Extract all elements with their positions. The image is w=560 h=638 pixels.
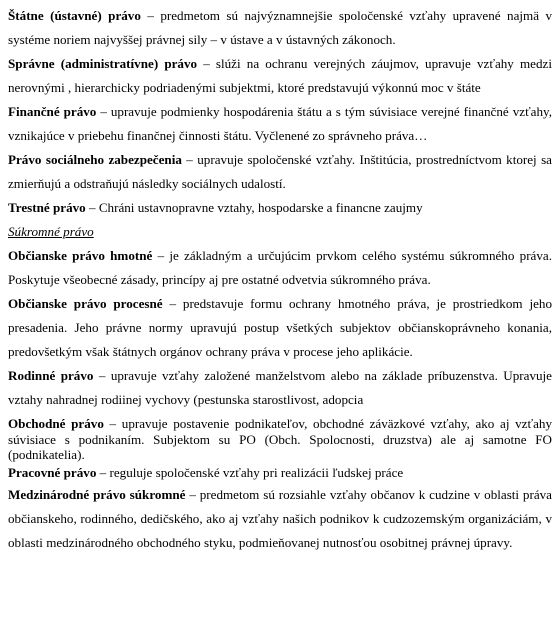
entry-term: Občianske právo hmotné: [8, 248, 153, 263]
entry-text: – predmetom sú najvýznamnejšie spoločenské vzťahy upravené najmä v systéme noriem najvyššej právnej sily – v ústave a v ústavných zákonoch.: [8, 8, 552, 47]
entry-term: Medzinárodné právo súkromné: [8, 486, 186, 502]
entry-term: Správne (administratívne) právo: [8, 56, 198, 71]
entry-text: – upravuje postavenie podnikateľov, obchodné záväzkové vzťahy, ako aj vzťahy súvisiace s podnikaním. Subjektom su PO (Obch. Spolocnosti, druzstva) ale aj samotne FO (podnikatelia).: [8, 416, 552, 462]
entry-pracovne-pravo: [8, 463, 552, 483]
entry-term: Pracovné právo: [8, 464, 97, 480]
entry-medzinarodne-sukromne: [8, 483, 552, 555]
entry-spravne-pravo: [8, 52, 552, 100]
entry-trestne-pravo: [8, 196, 552, 220]
entry-term: Obchodné právo: [8, 416, 104, 431]
entry-term: Finančné právo: [8, 104, 97, 119]
entry-term: Rodinné právo: [8, 368, 94, 383]
entry-obcianske-hmotne: [8, 244, 552, 292]
entry-text: – Chráni ustavnopravne vztahy, hospodarske a financne zaujmy: [85, 200, 423, 215]
entry-text: – slúži na ochranu verejných záujmov, upravuje vzťahy medzi nerovnými , hierarchicky podriadenými subjektmi, ktoré predstavujú výkonnú moc v štáte: [8, 56, 552, 95]
entry-text: – predmetom sú rozsiahle vzťahy občanov k cudzine v oblasti práva občianskeho, rodinného, dedičského, ako aj vzťahy našich podnikov k cudzozemským organizáciám, v oblasti medzinárodného obchodného styku, podmieňovanej nutnosťou osobitnej právnej úpravy.: [8, 486, 552, 550]
entry-text: – upravuje vzťahy založené manželstvom alebo na základe príbuzenstva. Upravuje vztahy nahradnej rodiinej vychovy (pestunska starostlivost, adopcia: [8, 368, 552, 407]
entry-text: – predstavuje formu ochrany hmotného práva, je prostriedkom jeho presadenia. Jeho právne normy upravujú postup všetkých subjektov občianskoprávneho konania, predovšetkým však štátnych orgánov ochrany práva v procese jeho aplikácie.: [8, 296, 552, 359]
entry-text: – upravuje spoločenské vzťahy. Inštitúcia, prostredníctvom ktorej sa zmierňujú a odstraňujú následky sociálnych udalostí.: [8, 152, 552, 191]
section-heading-sukromne-pravo: Súkromné právo: [8, 224, 94, 239]
entry-term: Štátne (ústavné) právo: [8, 8, 141, 23]
entry-statne-pravo: [8, 4, 552, 52]
entry-socialne-zabezpecenie: [8, 148, 552, 196]
entry-obchodne-pravo: [8, 416, 552, 463]
entry-term: Trestné právo: [8, 200, 86, 215]
entry-text: – reguluje spoločenské vzťahy pri realizácii ľudskej práce: [96, 464, 404, 480]
entry-text: – upravuje podmienky hospodárenia štátu a s tým súvisiace verejné finančné vzťahy, vznikajúce v priebehu finančnej činnosti štátu. Vyčlenené zo správneho práva…: [8, 104, 552, 143]
entry-text: – je základným a určujúcim prvkom celého systému súkromného práva. Poskytuje všeobecné zásady, princípy aj pre ostatné odvetvia súkromného práva.: [8, 248, 552, 287]
entry-rodinne-pravo: [8, 364, 552, 412]
entry-term: Občianske právo procesné: [8, 296, 163, 311]
entry-financne-pravo: [8, 100, 552, 148]
entry-term: Právo sociálneho zabezpečenia: [8, 152, 182, 167]
entry-obcianske-procesne: [8, 292, 552, 364]
